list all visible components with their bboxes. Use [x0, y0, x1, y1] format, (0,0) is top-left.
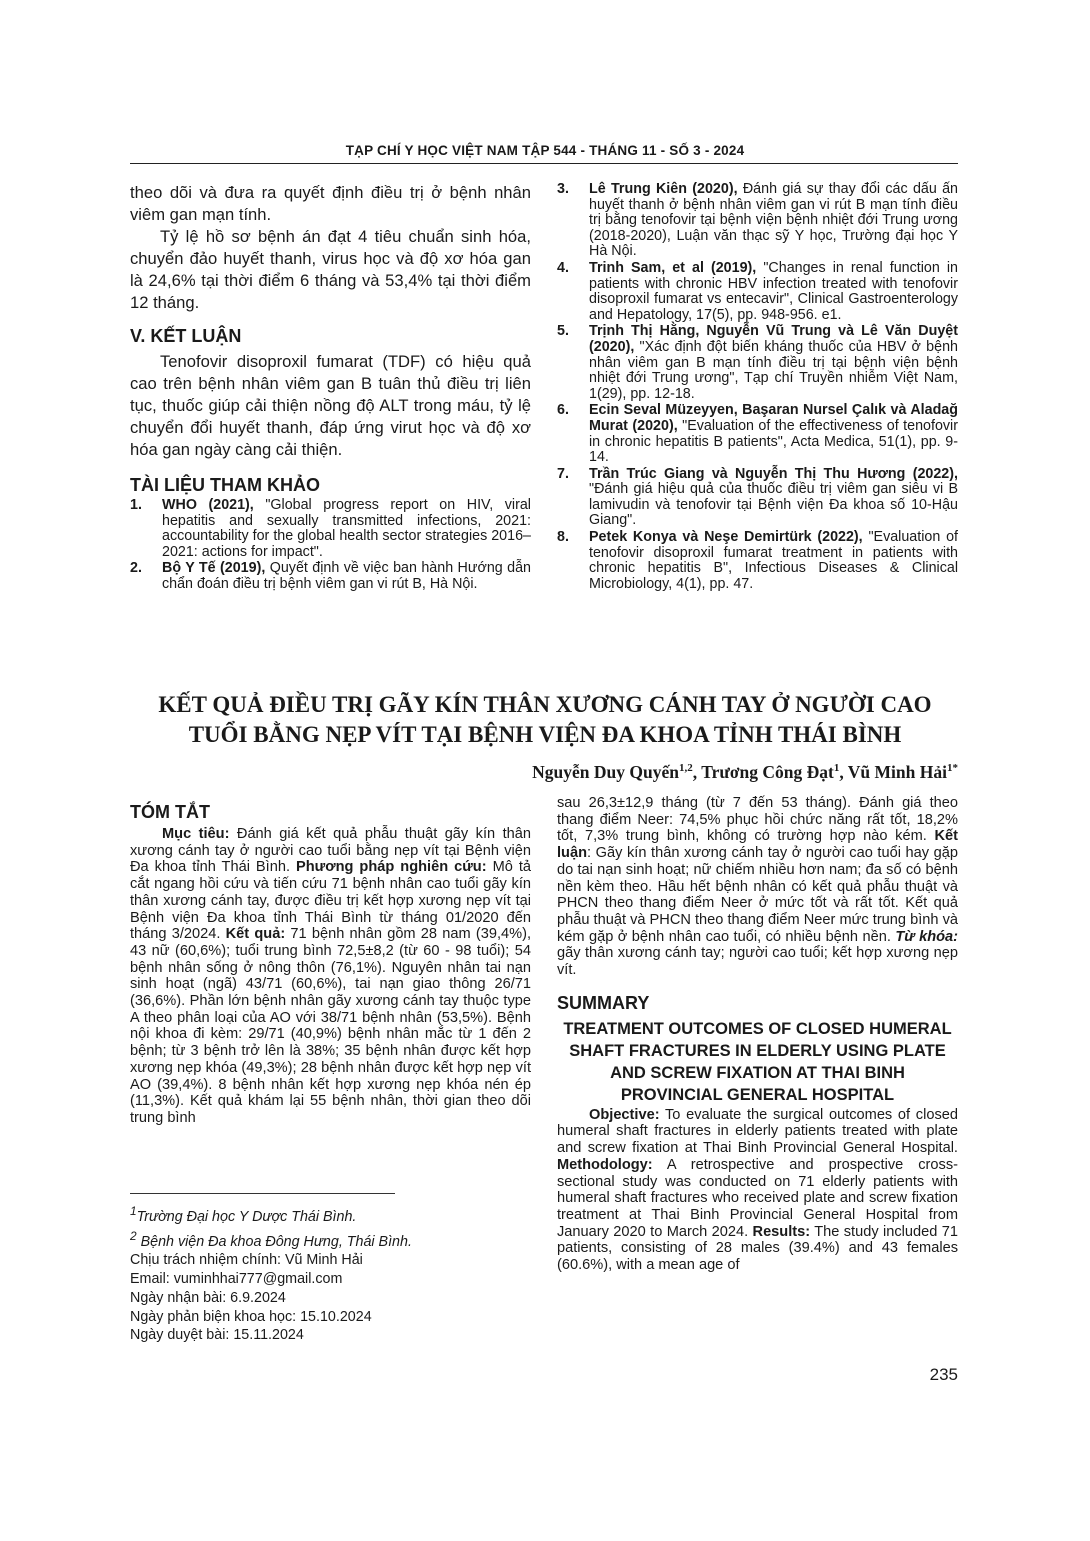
review-date: Ngày phản biện khoa học: 15.10.2024 [130, 1308, 372, 1325]
conclusion-heading: V. KẾT LUẬN [130, 326, 242, 346]
reference-authors: Trịnh Thị Hằng, Nguyễn Vũ Trung và Lê Văn Duyệt (2020), [589, 323, 958, 355]
abstract-heading: TÓM TẮT [130, 802, 210, 822]
abstract-vietnamese [130, 802, 531, 1127]
reference-text: Đánh giá sự thay đổi các dấu ấn huyết thanh ở bệnh nhân viêm gan vi rút B mạn tính điều trị bằng tenofovir tại bệnh viện bệnh nhiệt đới Trung ương (2018-2020), Luận văn thạc sỹ Y học, Trường đại học Y Hà Nội. [589, 181, 958, 260]
affiliation-text: Trường Đại học Y Dược Thái Bình. [136, 1208, 357, 1225]
author-name: Nguyễn Duy Quyến [532, 762, 680, 782]
objective-label: Objective: [589, 1106, 660, 1123]
reference-text: "Evaluation of tenofovir disoproxil fumarat treatment in patients with chronic hepatitis B", Infectious Diseases & Clinical Microbiology, 4(1), pp. 47. [589, 529, 958, 592]
results-text: 71 bệnh nhân gồm 28 nam (39,4%), 43 nữ (60,6%); tuổi trung bình 72,5±8,2 (từ 60 - 98 tuổi); 54 bệnh nhân sống ở nông thôn (76,1%). Nguyên nhân tai nạn sinh hoạt (ngã) 43/71 (60,6%), tai nạn giao thông 26/71 (36,6%). Phần lớn bệnh nhân gãy xương cánh tay thuộc type A theo phân loại của AO với 38/71 bệnh nhân (53,5%). Bệnh nội khoa đi kèm: 29/71 (40,9%) bệnh nhân mắc từ 1 đến 2 bệnh; từ 3 bệnh trở lên là 38%; 35 bệnh nhân được kết hợp xương nẹp khóa (49,3%); 28 bệnh nhân được kết hợp nẹp vít AO (39,4%). 8 bệnh nhân kết hợp xương nẹp khóa nén ép (11,3%). Kết quả khám lại 55 bệnh nhân, thời gian theo dõi trung bình [130, 926, 532, 1126]
reference-number: 4. [557, 259, 569, 276]
affiliation-sup: 1 [130, 1204, 137, 1218]
reference-number: 3. [557, 181, 569, 197]
reference-authors: Ecin Seval Müzeyyen, Başaran Nursel Çalık và Aladağ Murat (2020), [589, 402, 958, 434]
reference-text: Quyết định về việc ban hành Hướng dẫn chẩn đoán điều trị bệnh viêm gan vi rút B, Hà Nội. [162, 560, 531, 592]
reference-number: 6. [557, 402, 569, 419]
affiliation-text: Bệnh viện Đa khoa Đông Hưng, Thái Bình. [136, 1233, 412, 1250]
methods-label: Phương pháp nghiên cứu: [296, 859, 487, 876]
author-separator: , [839, 762, 848, 782]
affiliation-sup: 2 [130, 1228, 137, 1243]
results-label: Results: [752, 1223, 811, 1240]
summary-heading: SUMMARY [557, 992, 650, 1013]
reference-number: 8. [557, 529, 569, 546]
reference-number: 1. [130, 497, 142, 513]
keywords-text: gãy thân xương cánh tay; người cao tuổi; kết hợp xương nẹp vít. [557, 945, 958, 979]
running-header: TẠP CHÍ Y HỌC VIỆT NAM TẬP 544 - THÁNG 11 - SỐ 3 - 2024 [345, 143, 745, 158]
reference-authors: Lê Trung Kiên (2020), [589, 181, 738, 197]
reference-item [557, 324, 958, 402]
english-title: TREATMENT OUTCOMES OF CLOSED HUMERAL SHAFT FRACTURES IN ELDERLY USING PLATE AND SCREW FIXATION AT THAI BINH PROVINCIAL GENERAL HOSPITAL [563, 1019, 952, 1104]
abstract-vi-continued [557, 795, 958, 979]
reference-number: 2. [130, 560, 142, 577]
abstract-en-body [557, 1107, 958, 1274]
footnote-rule [130, 1193, 395, 1194]
methods-text: Mô tả cắt ngang hồi cứu và tiến cứu 71 bệnh nhân cao tuổi gãy kín thân xương cánh tay, được điều trị kết hợp xương nẹp vít tại Bệnh viện Đa khoa tỉnh Thái Bình từ tháng 01/2020 đến tháng 3/2024. [130, 859, 532, 943]
reference-item [557, 261, 958, 323]
reference-text: "Đánh giá hiệu quả của thuốc điều trị viêm gan siêu vi B lamivudin và tenofovir tại Bệnh viện Đa khoa số 10-Hậu Giang". [589, 481, 958, 529]
methods-text: A retrospective and prospective cross-sectional study was conducted on 71 elderly patients with humeral shaft fractures who received plate and screw fixation treatment at Thai Binh Provincial General Hospital from January 2020 to March 2024. [557, 1156, 958, 1240]
reference-text: "Global progress report on HIV, viral hepatitis and sexually transmitted infections, 2021: accountability for the global health sector strategies 2016–2021: actions for impact". [162, 497, 531, 560]
continuation-paragraph: theo dõi và đưa ra quyết định điều trị ở bệnh nhân viêm gan mạn tính. [130, 183, 531, 224]
affiliation-1 [130, 1202, 550, 1227]
right-column-top [557, 182, 958, 593]
email: Email: vuminhhai777@gmail.com [130, 1270, 343, 1287]
reference-item [130, 561, 531, 592]
article-title-line-1: KẾT QUẢ ĐIỀU TRỊ GÃY KÍN THÂN XƯƠNG CÁNH TAY Ở NGƯỜI CAO [158, 692, 932, 717]
responsible-author: Chịu trách nhiệm chính: Vũ Minh Hải [130, 1252, 363, 1269]
reference-item [557, 182, 958, 260]
objective-text: To evaluate the surgical outcomes of closed humeral shaft fractures in elderly patients treated with plate and screw fixation at Thai Binh Provincial General Hospital. [557, 1106, 958, 1157]
header-rule [130, 163, 958, 164]
author-separator: , [692, 762, 702, 782]
keywords-label: Từ khóa: [895, 928, 959, 945]
reference-authors: Trần Trúc Giang và Nguyễn Thị Thu Hương (2022), [589, 465, 958, 482]
reference-number: 7. [557, 465, 569, 482]
reference-authors: Bộ Y Tế (2019), [162, 560, 266, 577]
results-text: The study included 71 patients, consisting of 28 males (39.4%) and 43 females (60.6%), with a mean age of [557, 1223, 958, 1274]
article-title [100, 690, 990, 750]
reference-authors: Petek Konya và Neşe Demirtürk (2022), [589, 529, 863, 546]
reference-text: "Evaluation of the effectiveness of tenofovir in chronic hepatitis B patients", Acta Medica, 51(1), pp. 9-14. [589, 417, 958, 466]
reference-authors: Trinh Sam, et al (2019), [589, 259, 757, 276]
result-paragraph: Tỷ lệ hồ sơ bệnh án đạt 4 tiêu chuẩn sinh hóa, chuyển đảo huyết thanh, virus học và độ xơ hóa gan là 24,6% tại thời điểm 6 tháng và 53,4% tại thời điểm 12 tháng. [130, 227, 531, 312]
reference-item [557, 530, 958, 592]
author-affiliation: 1* [947, 762, 958, 775]
left-column-top [130, 182, 531, 594]
footnotes [130, 1202, 550, 1345]
reference-authors: WHO (2021), [162, 497, 254, 513]
author-affiliation: 1,2 [679, 762, 693, 775]
objective-label: Mục tiêu: [162, 826, 230, 842]
article-title-line-2: TUỔI BẰNG NẸP VÍT TẠI BỆNH VIỆN ĐA KHOA TỈNH THÁI BÌNH [188, 722, 902, 747]
author-affiliation: 1 [833, 762, 840, 775]
conclusion-text: : Gãy kín thân xương cánh tay ở người cao tuổi hay gặp do tai nạn sinh hoạt; nữ chiếm nhiều hơn nam; đa số có bệnh nền kèm theo. Hầu hết bệnh nhân có kết quả phẫu thuật và PHCN theo thang điểm Neer ở mức tốt và rất tốt. Kết quả phẫu thuật và PHCN theo thang điểm Neer mức trung bình và kém gặp ở bệnh nhân cao tuổi, có nhiều bệnh nền. [557, 845, 958, 945]
methods-label: Methodology: [557, 1156, 653, 1173]
results-label: Kết quả: [225, 926, 286, 943]
abstract-vi-body [130, 826, 531, 1127]
objective-text: Đánh giá kết quả phẫu thuật gãy kín thân xương cánh tay ở người cao tuổi bằng nẹp vít tại Bệnh viện Đa khoa tỉnh Thái Bình. [130, 826, 531, 876]
reference-text: "Changes in renal function in patients with chronic HBV infection treated with tenofovir disoproxil fumarat vs entecavir", Clinical Gastroenterology and Hepatology, 17(5), pp. 948-956. e1. [589, 259, 958, 323]
reference-number: 5. [557, 323, 569, 340]
conclusion-label: Kết luận [557, 828, 958, 862]
accepted-date: Ngày duyệt bài: 15.11.2024 [130, 1327, 304, 1344]
author-list [532, 762, 958, 783]
reference-item [557, 467, 958, 529]
affiliation-2 [130, 1227, 550, 1252]
references-heading: TÀI LIỆU THAM KHẢO [130, 475, 320, 495]
received-date: Ngày nhận bài: 6.9.2024 [130, 1289, 286, 1306]
reference-item [130, 498, 531, 560]
author-name: Trương Công Đạt [701, 762, 834, 782]
author-name: Vũ Minh Hải [847, 762, 947, 782]
reference-item [557, 403, 958, 465]
results-continued-text: sau 26,3±12,9 tháng (từ 7 đến 53 tháng). Đánh giá theo thang điểm Neer: 74,5% phục hồi chức năng rất tốt, 18,2% tốt, 7,3% trung bình, không có trường hợp nào kém. [557, 795, 958, 845]
conclusion-text: Tenofovir disoproxil fumarat (TDF) có hiệu quả cao trên bệnh nhân viêm gan B tuân thủ điều trị liên tục, thuốc giúp cải thiện nồng độ ALT trong máu, tỷ lệ chuyển đổi huyết thanh, đáp ứng virut học và độ xơ hóa gan ngày càng cải thiện. [130, 352, 531, 459]
reference-text: "Xác định đột biến kháng thuốc của HBV ở bệnh nhân viêm gan B mạn tính điều trị tại bệnh viện bệnh nhiệt đới Trung ương", Tạp chí Truyền nhiễm Việt Nam, 1(29), pp. 12-18. [589, 338, 958, 402]
page-number: 235 [929, 1365, 958, 1384]
right-column-bottom [557, 795, 958, 1274]
